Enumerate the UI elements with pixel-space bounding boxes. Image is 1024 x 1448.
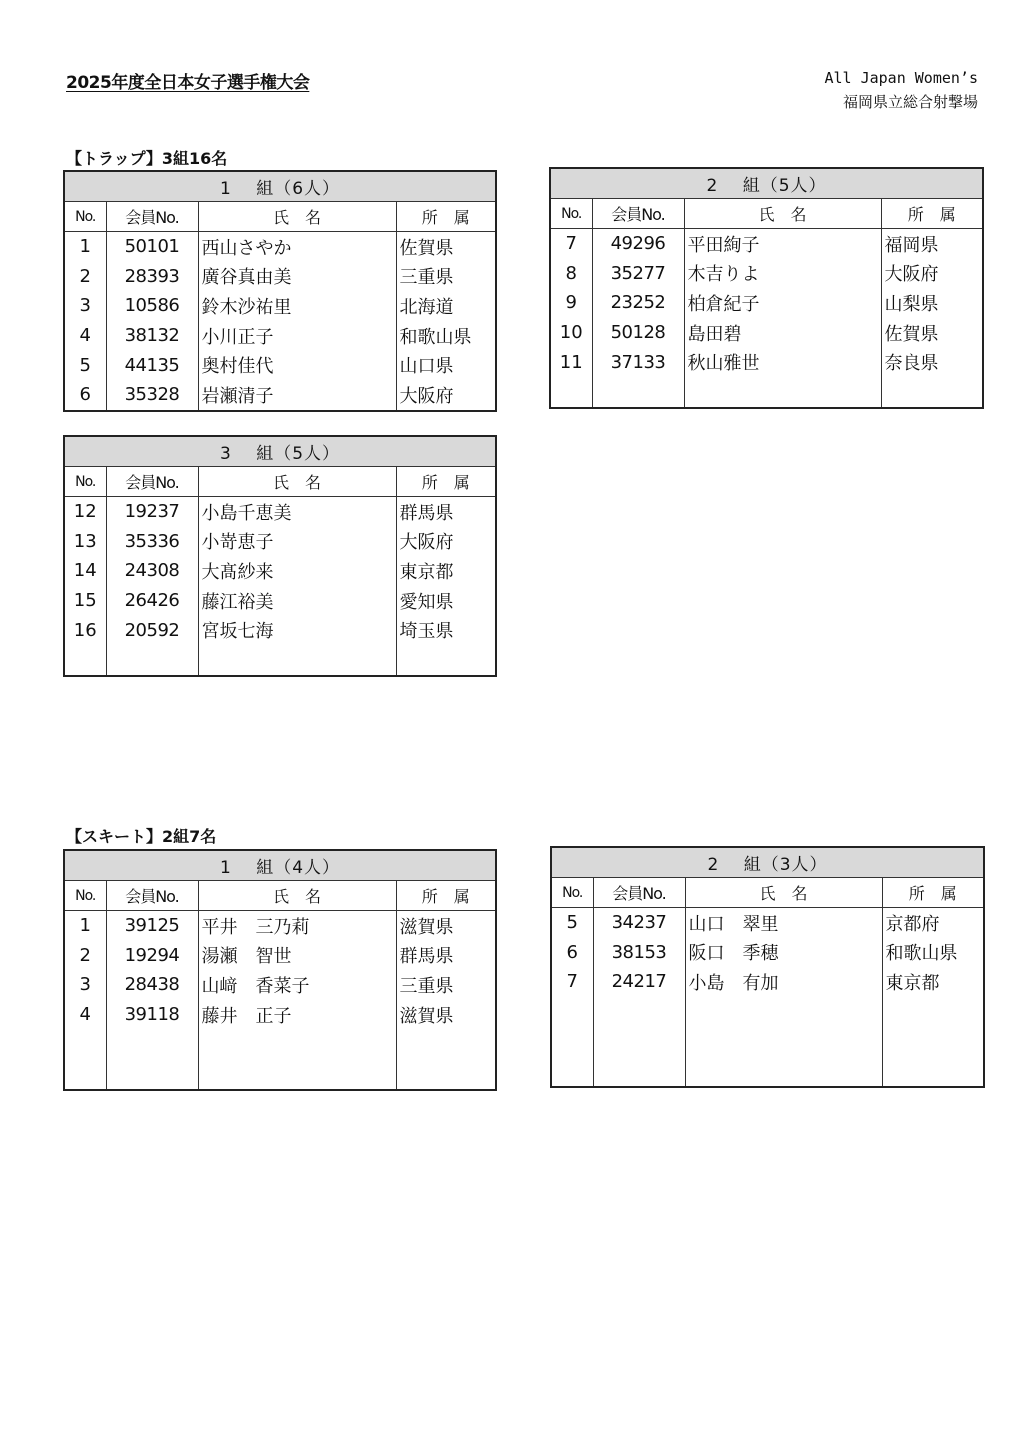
header-member-no: 会員No. (106, 202, 198, 232)
column-header-row (550, 199, 983, 229)
event-name-english: All Japan Women’s (824, 69, 978, 87)
cell-no: 4 (64, 321, 106, 351)
cell-member-no: 35336 (106, 527, 198, 557)
cell-name: 小島千恵美 (198, 497, 396, 527)
cell-name: 宮坂七海 (198, 615, 396, 645)
header-no: No. (64, 467, 106, 497)
table-row (550, 318, 983, 348)
cell-name: 山口 翠里 (685, 908, 882, 938)
table-row (550, 259, 983, 289)
cell-member-no: 28438 (106, 970, 198, 1000)
cell-member-no: 35328 (106, 380, 198, 411)
empty-cell (882, 1026, 984, 1056)
cell-no: 15 (64, 586, 106, 616)
cell-affiliation: 佐賀県 (396, 232, 496, 262)
cell-affiliation: 奈良県 (881, 347, 983, 377)
cell-member-no: 23252 (592, 288, 684, 318)
cell-member-no: 50128 (592, 318, 684, 348)
empty-cell (592, 377, 684, 408)
header-name: 氏 名 (198, 881, 396, 911)
header-name: 氏 名 (198, 202, 396, 232)
table-row (64, 556, 496, 586)
page-title: 2025年度全日本女子選手権大会 (66, 73, 310, 93)
table-row (551, 967, 984, 997)
skeet-group-2-table (550, 846, 985, 1088)
header-member-no: 会員No. (592, 199, 684, 229)
cell-name: 廣谷真由美 (198, 262, 396, 292)
empty-row (64, 1059, 496, 1090)
cell-no: 5 (64, 350, 106, 380)
table-row (550, 288, 983, 318)
header-name: 氏 名 (684, 199, 881, 229)
empty-cell (396, 1029, 496, 1059)
cell-name: 秋山雅世 (684, 347, 881, 377)
cell-affiliation: 福岡県 (881, 229, 983, 259)
header-name: 氏 名 (685, 878, 882, 908)
header-member-no: 会員No. (593, 878, 685, 908)
empty-cell (882, 997, 984, 1027)
trap-group-1-table (63, 170, 497, 412)
group-title: 2 組（5人） (550, 168, 983, 199)
cell-affiliation: 滋賀県 (396, 911, 496, 941)
header-no: No. (550, 199, 592, 229)
cell-name: 湯瀬 智世 (198, 941, 396, 971)
cell-name: 鈴木沙祐里 (198, 291, 396, 321)
cell-no: 5 (551, 908, 593, 938)
empty-row (64, 1029, 496, 1059)
empty-cell (550, 377, 592, 408)
empty-cell (106, 645, 198, 676)
header-no: No. (64, 202, 106, 232)
cell-name: 藤井 正子 (198, 1000, 396, 1030)
cell-affiliation: 京都府 (882, 908, 984, 938)
cell-member-no: 34237 (593, 908, 685, 938)
cell-affiliation: 東京都 (396, 556, 496, 586)
cell-no: 7 (550, 229, 592, 259)
trap-group-3-table (63, 435, 497, 677)
cell-member-no: 20592 (106, 615, 198, 645)
empty-cell (64, 645, 106, 676)
trap-section-title: 【トラップ】3組16名 (66, 149, 228, 168)
column-header-row (64, 467, 496, 497)
empty-cell (551, 1056, 593, 1087)
cell-name: 大髙紗来 (198, 556, 396, 586)
empty-cell (593, 997, 685, 1027)
column-header-row (64, 881, 496, 911)
cell-member-no: 28393 (106, 262, 198, 292)
cell-member-no: 10586 (106, 291, 198, 321)
empty-row (551, 1056, 984, 1087)
cell-affiliation: 埼玉県 (396, 615, 496, 645)
header-affiliation: 所 属 (396, 202, 496, 232)
header-no: No. (551, 878, 593, 908)
cell-affiliation: 大阪府 (396, 527, 496, 557)
cell-affiliation: 北海道 (396, 291, 496, 321)
skeet-section-title: 【スキート】2組7名 (66, 827, 217, 846)
cell-name: 柏倉紀子 (684, 288, 881, 318)
cell-affiliation: 山梨県 (881, 288, 983, 318)
cell-no: 4 (64, 1000, 106, 1030)
cell-member-no: 38132 (106, 321, 198, 351)
table-row (64, 970, 496, 1000)
empty-cell (685, 997, 882, 1027)
empty-cell (685, 1026, 882, 1056)
column-header-row (551, 878, 984, 908)
cell-member-no: 24217 (593, 967, 685, 997)
cell-affiliation: 山口県 (396, 350, 496, 380)
cell-no: 3 (64, 970, 106, 1000)
cell-member-no: 37133 (592, 347, 684, 377)
cell-no: 8 (550, 259, 592, 289)
table-row (551, 908, 984, 938)
cell-name: 木吉りよ (684, 259, 881, 289)
cell-affiliation: 東京都 (882, 967, 984, 997)
cell-name: 奥村佳代 (198, 350, 396, 380)
header-affiliation: 所 属 (881, 199, 983, 229)
cell-no: 2 (64, 941, 106, 971)
cell-no: 11 (550, 347, 592, 377)
column-header-row (64, 202, 496, 232)
header-affiliation: 所 属 (396, 881, 496, 911)
cell-affiliation: 群馬県 (396, 497, 496, 527)
empty-row (551, 1026, 984, 1056)
skeet-group-1-table (63, 849, 497, 1091)
table-row (64, 911, 496, 941)
group-title: 3 組（5人） (64, 436, 496, 467)
cell-name: 小嵜恵子 (198, 527, 396, 557)
cell-no: 13 (64, 527, 106, 557)
empty-row (551, 997, 984, 1027)
table-row (64, 941, 496, 971)
empty-cell (106, 1059, 198, 1090)
cell-member-no: 50101 (106, 232, 198, 262)
cell-member-no: 49296 (592, 229, 684, 259)
table-row (64, 232, 496, 262)
table-row (64, 615, 496, 645)
table-row (64, 497, 496, 527)
empty-cell (198, 1059, 396, 1090)
cell-member-no: 35277 (592, 259, 684, 289)
empty-cell (198, 645, 396, 676)
cell-name: 平田絢子 (684, 229, 881, 259)
cell-name: 岩瀬清子 (198, 380, 396, 411)
cell-affiliation: 三重県 (396, 970, 496, 1000)
group-title: 2 組（3人） (551, 847, 984, 878)
header-event-info (824, 66, 978, 114)
cell-affiliation: 和歌山県 (882, 938, 984, 968)
table-row (64, 380, 496, 411)
cell-no: 1 (64, 911, 106, 941)
cell-affiliation: 群馬県 (396, 941, 496, 971)
empty-row (64, 645, 496, 676)
table-row (64, 291, 496, 321)
table-row (64, 321, 496, 351)
empty-cell (882, 1056, 984, 1087)
cell-name: 小川正子 (198, 321, 396, 351)
table-row (64, 350, 496, 380)
cell-no: 1 (64, 232, 106, 262)
cell-affiliation: 愛知県 (396, 586, 496, 616)
empty-cell (396, 645, 496, 676)
cell-no: 16 (64, 615, 106, 645)
cell-no: 6 (64, 380, 106, 411)
empty-cell (593, 1056, 685, 1087)
cell-name: 島田碧 (684, 318, 881, 348)
cell-affiliation: 三重県 (396, 262, 496, 292)
empty-cell (551, 1026, 593, 1056)
cell-member-no: 19294 (106, 941, 198, 971)
cell-member-no: 44135 (106, 350, 198, 380)
table-row (551, 938, 984, 968)
cell-member-no: 26426 (106, 586, 198, 616)
empty-cell (64, 1029, 106, 1059)
cell-member-no: 38153 (593, 938, 685, 968)
cell-no: 3 (64, 291, 106, 321)
empty-row (550, 377, 983, 408)
empty-cell (685, 1056, 882, 1087)
header-member-no: 会員No. (106, 467, 198, 497)
empty-cell (64, 1059, 106, 1090)
table-row (64, 1000, 496, 1030)
empty-cell (106, 1029, 198, 1059)
cell-member-no: 39125 (106, 911, 198, 941)
cell-name: 西山さやか (198, 232, 396, 262)
table-row (550, 347, 983, 377)
header-name: 氏 名 (198, 467, 396, 497)
group-title: 1 組（4人） (64, 850, 496, 881)
header-affiliation: 所 属 (396, 467, 496, 497)
cell-no: 14 (64, 556, 106, 586)
header-no: No. (64, 881, 106, 911)
cell-affiliation: 滋賀県 (396, 1000, 496, 1030)
cell-no: 7 (551, 967, 593, 997)
cell-affiliation: 大阪府 (396, 380, 496, 411)
table-row (64, 262, 496, 292)
cell-no: 10 (550, 318, 592, 348)
cell-member-no: 39118 (106, 1000, 198, 1030)
cell-name: 平井 三乃莉 (198, 911, 396, 941)
header-affiliation: 所 属 (882, 878, 984, 908)
table-row (550, 229, 983, 259)
cell-affiliation: 佐賀県 (881, 318, 983, 348)
cell-no: 9 (550, 288, 592, 318)
cell-affiliation: 大阪府 (881, 259, 983, 289)
cell-member-no: 19237 (106, 497, 198, 527)
header-member-no: 会員No. (106, 881, 198, 911)
trap-group-2-table (549, 167, 984, 409)
cell-no: 6 (551, 938, 593, 968)
empty-cell (684, 377, 881, 408)
cell-no: 12 (64, 497, 106, 527)
cell-no: 2 (64, 262, 106, 292)
cell-member-no: 24308 (106, 556, 198, 586)
empty-cell (551, 997, 593, 1027)
cell-name: 藤江裕美 (198, 586, 396, 616)
empty-cell (593, 1026, 685, 1056)
cell-name: 山﨑 香菜子 (198, 970, 396, 1000)
venue-name: 福岡県立総合射撃場 (842, 93, 978, 111)
cell-name: 阪口 季穂 (685, 938, 882, 968)
empty-cell (881, 377, 983, 408)
empty-cell (396, 1059, 496, 1090)
group-title: 1 組（6人） (64, 171, 496, 202)
empty-cell (198, 1029, 396, 1059)
table-row (64, 586, 496, 616)
cell-name: 小島 有加 (685, 967, 882, 997)
cell-affiliation: 和歌山県 (396, 321, 496, 351)
table-row (64, 527, 496, 557)
